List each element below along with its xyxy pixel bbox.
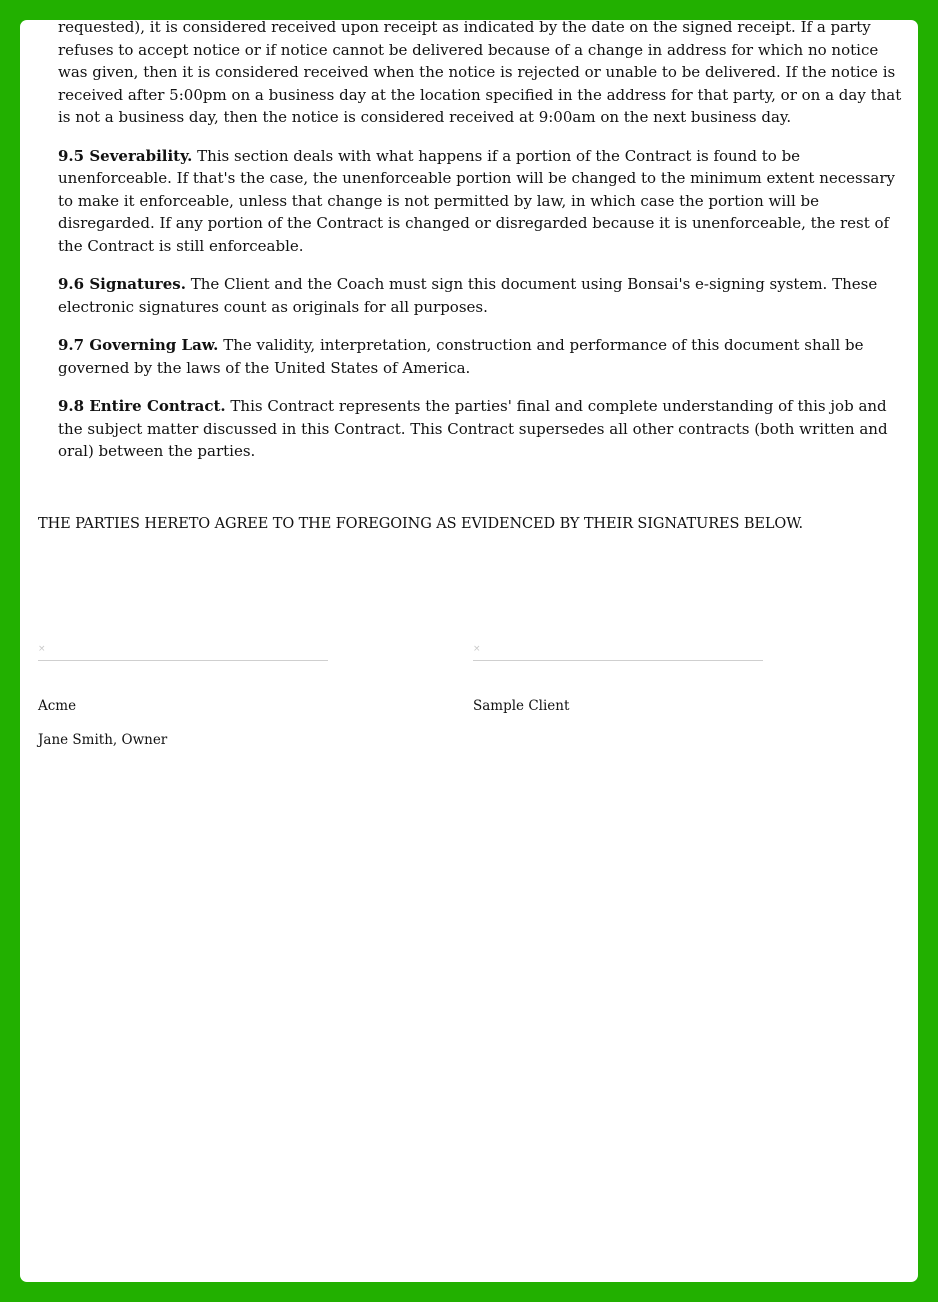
contract-clauses	[58, 20, 910, 479]
signature-party-name: Sample Client	[473, 698, 570, 714]
clause-heading: 9.8 Entire Contract.	[58, 397, 226, 415]
clause-entire-contract	[58, 395, 910, 463]
clause-text: The validity, interpretation, construction and performance of this document shall be governed by the laws of the United States of America.	[58, 336, 864, 377]
document-page	[20, 20, 918, 1282]
clause-notices-continued	[58, 20, 910, 129]
signature-x-mark-icon: ×	[473, 644, 481, 654]
clause-heading: 9.5 Severability.	[58, 146, 193, 165]
clause-text: This Contract represents the parties' final and complete understanding of this job and the subject matter discussed in this Contract. This Contract supersedes all other contracts (both written and oral) between the parties.	[58, 397, 888, 460]
clause-text: This section deals with what happens if a portion of the Contract is found to be unenforceable. If that's the case, the unenforceable portion will be changed to the minimum extent necessary to make it enforceable, unless that change is not permitted by law, in which case the portion will be disregarded. If any portion of the Contract is changed or disregarded because it is unenforceable, the rest of the Contract is still enforceable.	[58, 146, 895, 255]
signature-field-provider[interactable]	[38, 642, 328, 661]
clause-heading: 9.6 Signatures.	[58, 275, 186, 293]
signature-block-client	[473, 642, 763, 715]
clause-governing-law	[58, 334, 910, 379]
clause-text: requested), it is considered received upon receipt as indicated by the date on the signed receipt. If a party refuses to accept notice or if notice cannot be delivered because of a change in address for which no notice was given, then it is considered received when the notice is rejected or unable to be delivered. If the notice is received after 5:00pm on a business day at the location specified in the address for that party, or on a day that is not a business day, then the notice is considered received at 9:00am on the next business day.	[58, 20, 902, 126]
signature-party-name: Acme	[38, 698, 77, 714]
clause-text: The Client and the Coach must sign this document using Bonsai's e-signing system. These electronic signatures count as originals for all purposes.	[58, 275, 878, 316]
signature-field-client[interactable]	[473, 642, 763, 661]
signature-block-provider	[38, 642, 328, 749]
clause-severability	[58, 145, 910, 258]
clause-signatures	[58, 273, 910, 318]
clause-heading: 9.7 Governing Law.	[58, 336, 219, 354]
agreement-statement: THE PARTIES HERETO AGREE TO THE FOREGOING AS EVIDENCED BY THEIR SIGNATURES BELOW.	[38, 516, 803, 532]
signature-x-mark-icon: ×	[38, 644, 46, 654]
signature-signer-name: Jane Smith, Owner	[38, 732, 168, 748]
